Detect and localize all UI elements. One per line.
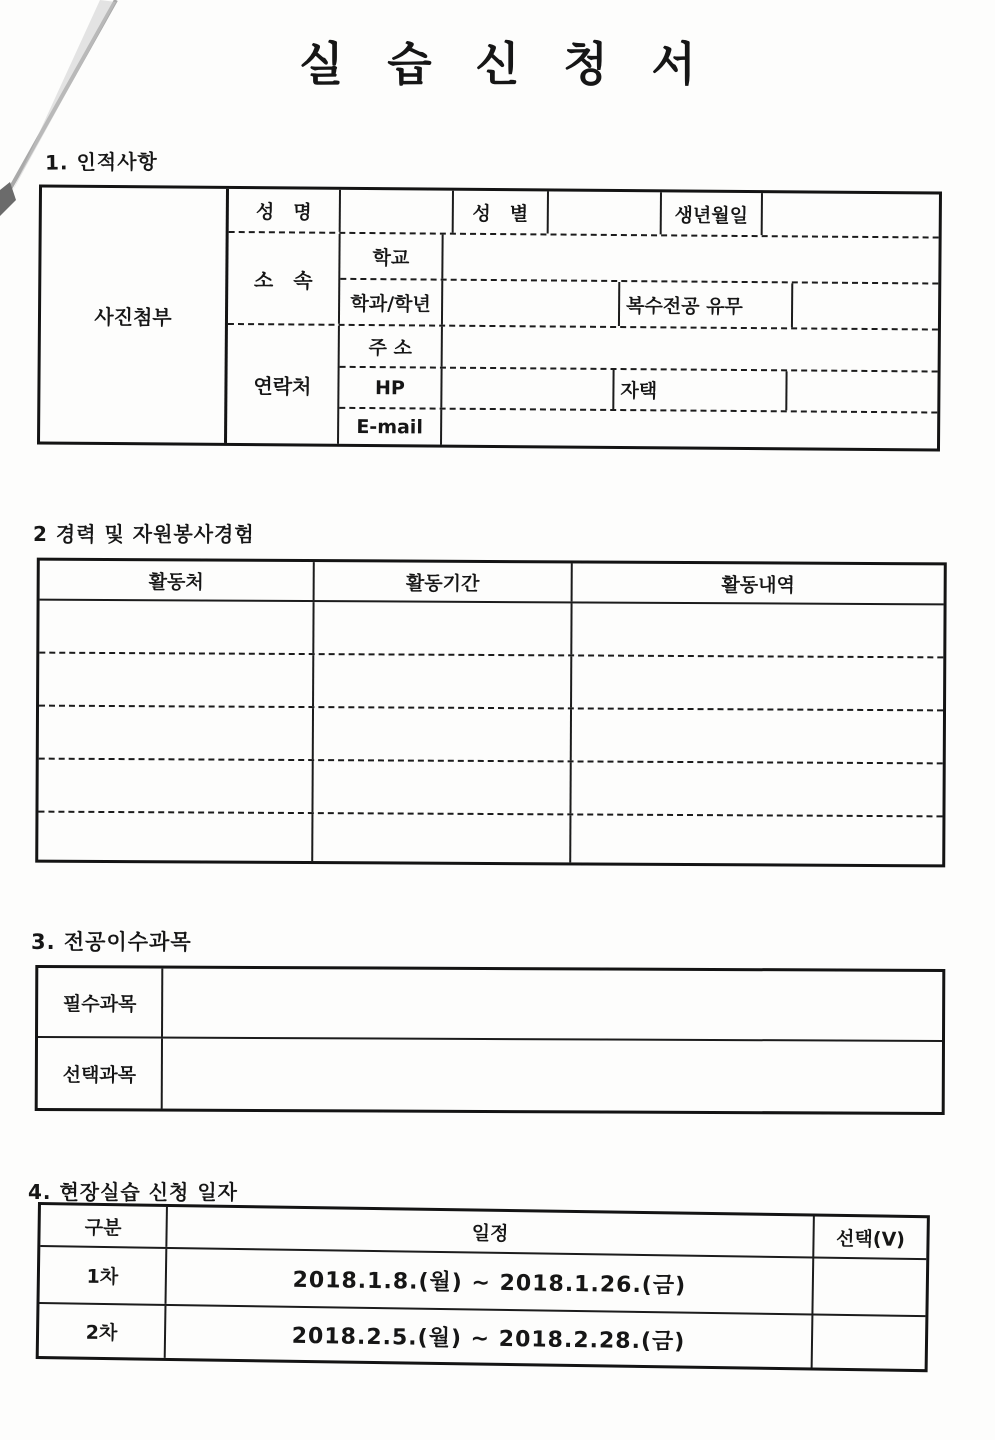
affiliation-label-cell: 소 속 [228,233,341,324]
name-value-cell [341,190,454,233]
activity-period-cell [314,708,572,760]
elective-courses-value-cell [163,1039,942,1112]
section-3-heading: 3. 전공이수과목 [31,930,192,954]
required-courses-row [38,968,942,1042]
required-courses-value-cell [163,969,942,1040]
personal-info-table [37,184,942,451]
experience-empty-row [39,601,943,659]
schedule-table [36,1202,930,1372]
activity-period-cell [314,655,572,707]
column-header-category: 구분 [40,1205,168,1247]
period-cell: 2018.1.8.(월) ~ 2018.1.26.(금) [167,1249,815,1314]
activity-details-cell [572,656,943,709]
email-row [339,409,937,449]
school-value-cell [443,235,938,283]
activity-details-cell [571,815,942,864]
period-cell: 2018.2.5.(월) ~ 2018.2.28.(금) [166,1306,814,1368]
address-label-cell: 주 소 [340,326,443,367]
activity-place-cell [39,601,314,653]
column-header-select: 선택(V) [835,1227,906,1251]
elective-courses-label-cell: 선택과목 [38,1038,163,1108]
activity-period-cell [313,814,571,862]
name-gender-birth-row [229,189,939,239]
email-value-cell [442,410,937,449]
document-title: 실 습 신 청 서 [299,37,710,91]
activity-details-cell [571,762,942,815]
dept-year-row [340,280,938,329]
activity-details-cell [572,709,943,762]
email-label-cell: E-mail [339,409,442,445]
contact-group [227,325,938,449]
double-major-label-cell: 복수전공 유무 [620,282,793,327]
birthdate-label-cell: 생년월일 [662,192,763,235]
experience-empty-row [39,707,943,765]
gender-value-cell [549,191,662,234]
address-row [340,326,938,373]
name-label-cell: 성 명 [229,189,341,232]
activity-period-cell [313,761,571,813]
dept-year-label-cell: 학과/학년 [340,280,443,325]
activity-place-cell [38,813,313,861]
courses-table [35,965,946,1115]
select-mark-cell [813,1316,926,1370]
activity-period-cell [314,602,572,654]
school-row [340,234,938,285]
section-2-heading: 2 경력 및 자원봉사경험 [33,522,255,546]
experience-header-row [40,561,944,606]
home-phone-label-cell: 자택 [614,370,787,410]
select-mark-cell [813,1259,926,1316]
column-header-activity-details: 활동내역 [721,573,795,597]
hp-value-cell [442,369,614,409]
activity-details-cell [572,603,943,656]
double-major-value-cell [793,283,938,328]
elective-courses-row [38,1038,942,1112]
column-header-activity-period: 활동기간 [315,562,573,601]
hp-row [339,368,937,414]
address-value-cell [443,327,938,371]
dept-year-value-cell [443,281,620,326]
experience-empty-row [39,654,943,712]
experience-empty-row [38,813,942,865]
experience-empty-row [38,760,942,818]
category-cell: 1차 [40,1247,168,1304]
section-1-heading: 1. 인적사항 [44,149,158,175]
column-header-activity-place: 활동처 [40,561,315,600]
section-4-heading: 4. 현장실습 신청 일자 [28,1180,238,1204]
home-phone-value-cell [787,371,937,411]
birthdate-value-cell [763,193,939,236]
hp-label-cell: HP [339,368,442,408]
photo-attach-cell: 사진첨부 [40,187,229,442]
contact-label-cell: 연락처 [227,325,340,444]
column-header-schedule: 일정 [167,1207,815,1257]
activity-place-cell [39,654,314,706]
category-cell: 2차 [39,1304,167,1358]
affiliation-group [228,233,939,331]
gender-label-cell: 성 별 [454,191,549,234]
activity-place-cell [38,760,313,812]
required-courses-label-cell: 필수과목 [38,968,163,1037]
activity-place-cell [39,707,314,759]
school-label-cell: 학교 [340,234,443,279]
experience-table [35,558,947,868]
